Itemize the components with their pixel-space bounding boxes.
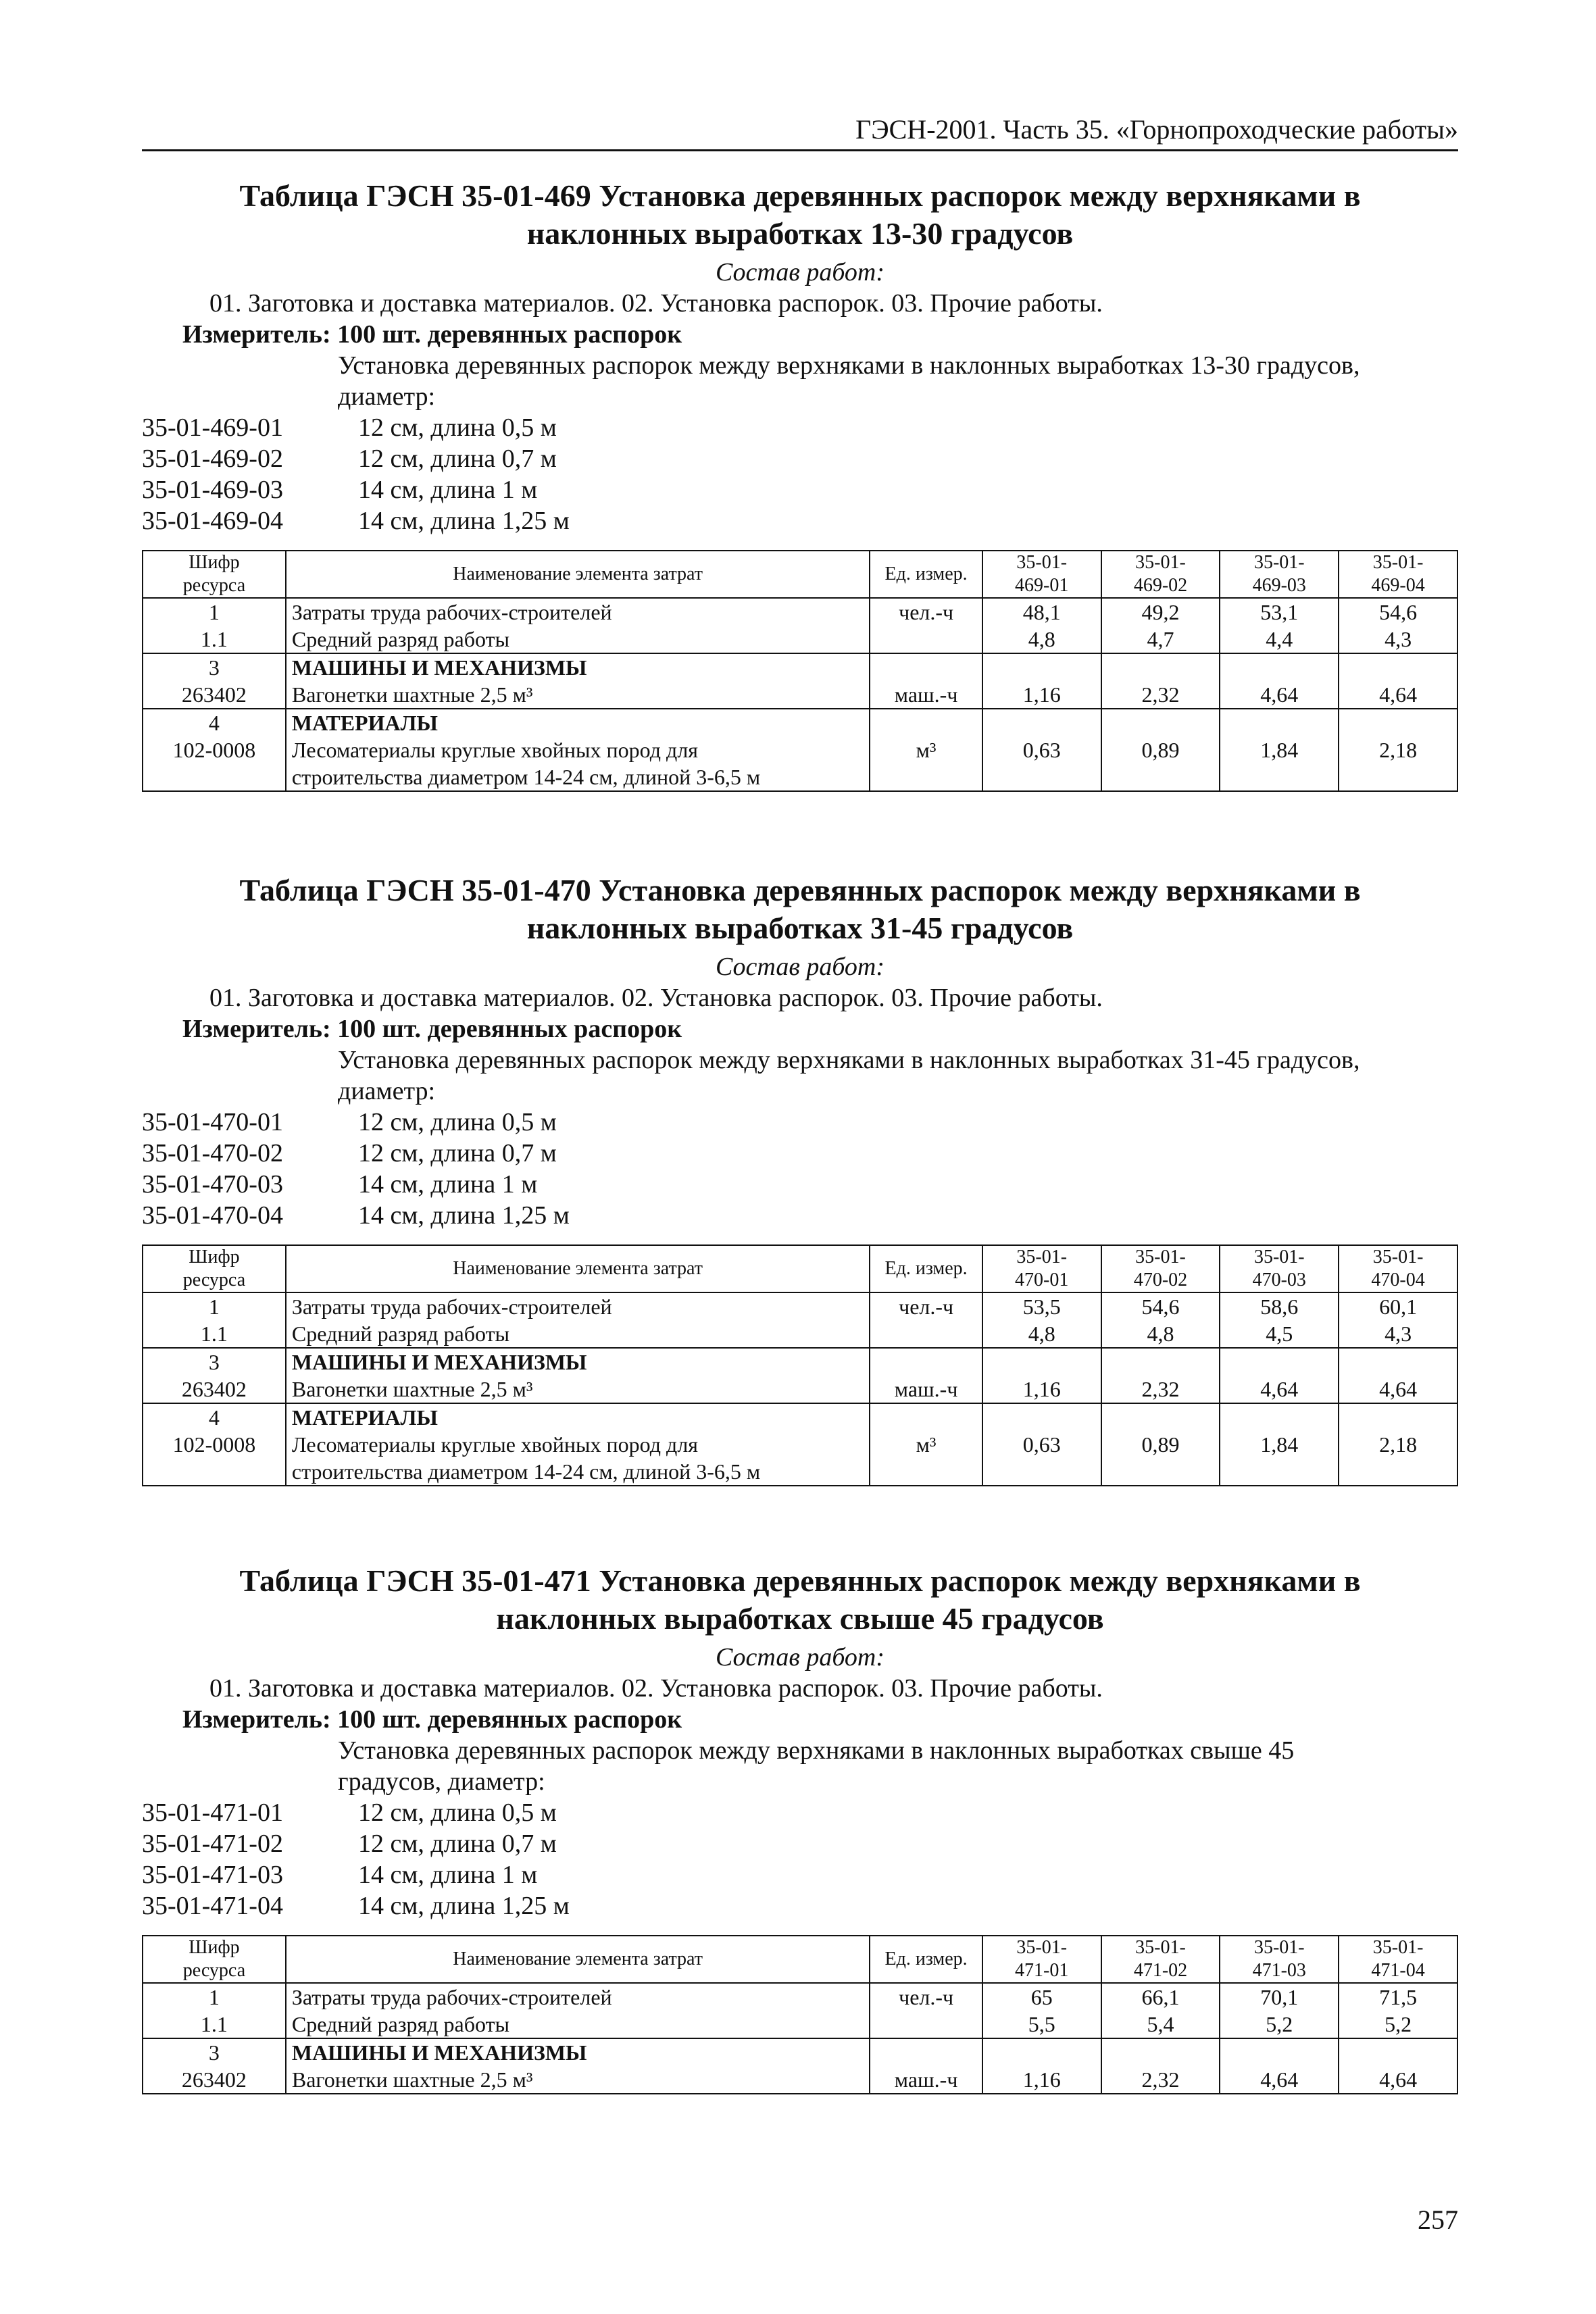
row-name: Затраты труда рабочих-строителей <box>291 1294 612 1319</box>
row-code: 1.1 <box>200 627 228 651</box>
cell-value: 65 <box>1030 1985 1053 2009</box>
code-list-item <box>142 1138 1458 1169</box>
norm-code: 35-01-471-04 <box>142 1892 283 1920</box>
table-row-machines <box>143 653 1457 709</box>
norm-code: 35-01-471-02 <box>142 1830 283 1858</box>
header-name: Наименование элемента затрат <box>286 1936 870 1983</box>
table-header-row <box>143 1245 1457 1292</box>
code-list <box>142 1107 1458 1231</box>
cell-value: 4,3 <box>1385 627 1412 651</box>
cell-value: 1,84 <box>1220 709 1339 791</box>
header-norm-col: 35-01- 470-03 <box>1220 1245 1339 1292</box>
header-norm-col: 35-01- 469-03 <box>1220 551 1339 598</box>
norm-description: 12 см, длина 0,5 м <box>358 1108 557 1136</box>
table-header-row <box>143 551 1457 598</box>
norm-description: 14 см, длина 1 м <box>358 1861 538 1889</box>
cell-value: 53,1 <box>1260 600 1299 624</box>
header-norm-col: 35-01- 471-03 <box>1220 1936 1339 1983</box>
table-row-materials <box>143 709 1457 791</box>
header-code: Шифр ресурса <box>143 1245 286 1292</box>
row-name: Затраты труда рабочих-строителей <box>291 1985 612 2009</box>
code-list-item <box>142 1859 1458 1890</box>
norm-code: 35-01-471-01 <box>142 1799 283 1827</box>
cell-value: 4,4 <box>1266 627 1293 651</box>
cell-value: 4,64 <box>1339 1348 1457 1403</box>
header-unit: Ед. измер. <box>870 1936 982 1983</box>
work-composition-heading: Состав работ: <box>715 1643 885 1671</box>
group-heading: МАШИНЫ И МЕХАНИЗМЫ <box>291 1350 587 1374</box>
code-list-item <box>142 474 1458 505</box>
code-list-item <box>142 1107 1458 1138</box>
table-title <box>142 872 1458 947</box>
cell-value: 0,89 <box>1101 709 1220 791</box>
group-heading: МАТЕРИАЛЫ <box>291 711 438 735</box>
row-unit: чел.-ч <box>870 1983 982 2038</box>
norm-code: 35-01-470-04 <box>142 1201 283 1230</box>
intro-line2: диаметр: <box>338 1077 436 1105</box>
row-unit: маш.-ч <box>870 1348 982 1403</box>
cell-value: 0,63 <box>982 1403 1101 1486</box>
table-title-line1: Таблица ГЭСН 35-01-469 Установка деревянных распорок между верхняками в <box>239 178 1361 213</box>
cell-value: 58,6 <box>1260 1294 1299 1319</box>
row-code: 263402 <box>181 2067 247 2092</box>
table-row-labor <box>143 1983 1457 2038</box>
cell-value: 1,16 <box>982 1348 1101 1403</box>
header-norm-col: 35-01- 469-01 <box>982 551 1101 598</box>
code-list-item <box>142 1828 1458 1859</box>
intro-line2: диаметр: <box>338 382 436 411</box>
norm-description: 14 см, длина 1,25 м <box>358 1201 570 1230</box>
section-471 <box>142 1562 1458 2094</box>
norm-description: 14 см, длина 1,25 м <box>358 507 570 535</box>
code-list <box>142 1797 1458 1921</box>
norm-code: 35-01-469-01 <box>142 413 283 442</box>
measure-unit: Измеритель: 100 шт. деревянных распорок <box>182 320 682 349</box>
table-title-line1: Таблица ГЭСН 35-01-470 Установка деревянных распорок между верхняками в <box>239 873 1361 907</box>
row-code: 263402 <box>181 1377 247 1401</box>
header-name: Наименование элемента затрат <box>286 1245 870 1292</box>
code-list-item <box>142 443 1458 474</box>
header-code: Шифр ресурса <box>143 1936 286 1983</box>
intro-line1: Установка деревянных распорок между верхняками в наклонных выработках свыше 45 <box>338 1736 1295 1765</box>
header-norm-col: 35-01- 471-01 <box>982 1936 1101 1983</box>
table-row-materials <box>143 1403 1457 1486</box>
cell-value: 4,8 <box>1028 627 1055 651</box>
table-title <box>142 177 1458 253</box>
row-name: Вагонетки шахтные 2,5 м³ <box>291 682 533 707</box>
norm-code: 35-01-471-03 <box>142 1861 283 1889</box>
section-469 <box>142 177 1458 792</box>
header-norm-col: 35-01- 470-04 <box>1339 1245 1457 1292</box>
code-list-item <box>142 1797 1458 1828</box>
header-norm-col: 35-01- 471-02 <box>1101 1936 1220 1983</box>
header-unit: Ед. измер. <box>870 551 982 598</box>
header-name: Наименование элемента затрат <box>286 551 870 598</box>
cell-value: 4,64 <box>1220 2038 1339 2094</box>
work-composition-heading: Состав работ: <box>715 953 885 981</box>
table-title-line1: Таблица ГЭСН 35-01-471 Установка деревянных распорок между верхняками в <box>239 1563 1361 1598</box>
cell-value: 1,84 <box>1220 1403 1339 1486</box>
norm-code: 35-01-470-03 <box>142 1170 283 1199</box>
cell-value: 66,1 <box>1141 1985 1180 2009</box>
norm-code: 35-01-470-01 <box>142 1108 283 1136</box>
row-code: 3 <box>208 2040 220 2065</box>
table-title-line2: наклонных выработках свыше 45 градусов <box>496 1601 1104 1636</box>
cell-value: 49,2 <box>1141 600 1180 624</box>
code-list-item <box>142 1169 1458 1200</box>
code-list-item <box>142 1200 1458 1231</box>
intro-line2: градусов, диаметр: <box>338 1767 545 1796</box>
row-unit: м³ <box>870 1403 982 1486</box>
row-name: Лесоматериалы круглые хвойных пород для <box>291 1432 698 1457</box>
row-code: 1 <box>208 1294 220 1319</box>
resource-table <box>142 550 1458 792</box>
cell-value: 5,5 <box>1028 2012 1055 2036</box>
cell-value: 5,4 <box>1147 2012 1174 2036</box>
cell-value: 4,64 <box>1220 653 1339 709</box>
header-norm-col: 35-01- 471-04 <box>1339 1936 1457 1983</box>
table-header-row <box>143 1936 1457 1983</box>
row-name: Вагонетки шахтные 2,5 м³ <box>291 1377 533 1401</box>
norm-code: 35-01-469-04 <box>142 507 283 535</box>
norm-description: 12 см, длина 0,7 м <box>358 1830 557 1858</box>
row-code: 1 <box>208 600 220 624</box>
cell-value: 54,6 <box>1379 600 1418 624</box>
running-header: ГЭСН-2001. Часть 35. «Горнопроходческие работы» <box>142 114 1458 151</box>
table-row-machines <box>143 1348 1457 1403</box>
row-name: Средний разряд работы <box>291 1322 510 1346</box>
row-name: Затраты труда рабочих-строителей <box>291 600 612 624</box>
row-code: 1.1 <box>200 2012 228 2036</box>
cell-value: 4,5 <box>1266 1322 1293 1346</box>
row-code: 102-0008 <box>172 738 256 762</box>
row-name: строительства диаметром 14-24 см, длиной 3-6,5 м <box>291 765 761 789</box>
page-number: 257 <box>1418 2205 1458 2235</box>
row-code: 3 <box>208 1350 220 1374</box>
row-unit: м³ <box>870 709 982 791</box>
header-norm-col: 35-01- 469-02 <box>1101 551 1220 598</box>
intro-line1: Установка деревянных распорок между верхняками в наклонных выработках 31-45 градусов, <box>338 1046 1360 1074</box>
norm-code: 35-01-469-02 <box>142 445 283 473</box>
row-code: 1 <box>208 1985 220 2009</box>
cell-value: 4,64 <box>1339 2038 1457 2094</box>
work-composition-heading: Состав работ: <box>715 258 885 286</box>
norm-description: 14 см, длина 1,25 м <box>358 1892 570 1920</box>
cell-value: 4,64 <box>1220 1348 1339 1403</box>
table-title <box>142 1562 1458 1638</box>
header-norm-col: 35-01- 470-01 <box>982 1245 1101 1292</box>
code-list <box>142 412 1458 536</box>
row-name: Средний разряд работы <box>291 627 510 651</box>
header-norm-col: 35-01- 470-02 <box>1101 1245 1220 1292</box>
cell-value: 1,16 <box>982 653 1101 709</box>
norm-description: 14 см, длина 1 м <box>358 1170 538 1199</box>
cell-value: 60,1 <box>1379 1294 1418 1319</box>
norm-description: 12 см, длина 0,7 м <box>358 1139 557 1167</box>
resource-table <box>142 1935 1458 2094</box>
cell-value: 54,6 <box>1141 1294 1180 1319</box>
row-code: 1.1 <box>200 1322 228 1346</box>
cell-value: 4,7 <box>1147 627 1174 651</box>
group-heading: МАШИНЫ И МЕХАНИЗМЫ <box>291 2040 587 2065</box>
code-list-item <box>142 412 1458 443</box>
row-name: Лесоматериалы круглые хвойных пород для <box>291 738 698 762</box>
cell-value: 71,5 <box>1379 1985 1418 2009</box>
code-list-item <box>142 505 1458 536</box>
row-code: 4 <box>208 1405 220 1430</box>
cell-value: 5,2 <box>1385 2012 1412 2036</box>
row-name: Вагонетки шахтные 2,5 м³ <box>291 2067 533 2092</box>
cell-value: 2,18 <box>1339 1403 1457 1486</box>
cell-value: 4,3 <box>1385 1322 1412 1346</box>
row-code: 4 <box>208 711 220 735</box>
norm-description: 14 см, длина 1 м <box>358 476 538 504</box>
norm-description: 12 см, длина 0,7 м <box>358 445 557 473</box>
work-composition-items: 01. Заготовка и доставка материалов. 02. Установка распорок. 03. Прочие работы. <box>209 984 1103 1012</box>
norm-description: 12 см, длина 0,5 м <box>358 413 557 442</box>
header-unit: Ед. измер. <box>870 1245 982 1292</box>
row-unit: чел.-ч <box>870 1292 982 1348</box>
cell-value: 4,64 <box>1339 653 1457 709</box>
section-470 <box>142 872 1458 1486</box>
table-row-machines <box>143 2038 1457 2094</box>
cell-value: 53,5 <box>1022 1294 1061 1319</box>
group-heading: МАТЕРИАЛЫ <box>291 1405 438 1430</box>
header-code: Шифр ресурса <box>143 551 286 598</box>
group-heading: МАШИНЫ И МЕХАНИЗМЫ <box>291 655 587 680</box>
cell-value: 70,1 <box>1260 1985 1299 2009</box>
norm-description: 12 см, длина 0,5 м <box>358 1799 557 1827</box>
intro-line1: Установка деревянных распорок между верхняками в наклонных выработках 13-30 градусов, <box>338 351 1360 380</box>
row-unit: чел.-ч <box>870 598 982 653</box>
work-composition-items: 01. Заготовка и доставка материалов. 02. Установка распорок. 03. Прочие работы. <box>209 1674 1103 1703</box>
cell-value: 4,8 <box>1028 1322 1055 1346</box>
table-row-labor <box>143 1292 1457 1348</box>
table-title-line2: наклонных выработках 31-45 градусов <box>526 911 1074 945</box>
cell-value: 2,32 <box>1101 2038 1220 2094</box>
cell-value: 4,8 <box>1147 1322 1174 1346</box>
cell-value: 0,63 <box>982 709 1101 791</box>
norm-code: 35-01-469-03 <box>142 476 283 504</box>
table-row-labor <box>143 598 1457 653</box>
cell-value: 48,1 <box>1022 600 1061 624</box>
cell-value: 2,32 <box>1101 1348 1220 1403</box>
row-name: Средний разряд работы <box>291 2012 510 2036</box>
cell-value: 0,89 <box>1101 1403 1220 1486</box>
row-unit: маш.-ч <box>870 653 982 709</box>
row-code: 3 <box>208 655 220 680</box>
cell-value: 2,32 <box>1101 653 1220 709</box>
row-unit: маш.-ч <box>870 2038 982 2094</box>
row-code: 263402 <box>181 682 247 707</box>
measure-unit: Измеритель: 100 шт. деревянных распорок <box>182 1015 682 1043</box>
code-list-item <box>142 1890 1458 1921</box>
norm-code: 35-01-470-02 <box>142 1139 283 1167</box>
cell-value: 5,2 <box>1266 2012 1293 2036</box>
cell-value: 2,18 <box>1339 709 1457 791</box>
work-composition-items: 01. Заготовка и доставка материалов. 02. Установка распорок. 03. Прочие работы. <box>209 289 1103 318</box>
cell-value: 1,16 <box>982 2038 1101 2094</box>
row-code: 102-0008 <box>172 1432 256 1457</box>
resource-table <box>142 1244 1458 1486</box>
row-name: строительства диаметром 14-24 см, длиной 3-6,5 м <box>291 1459 761 1484</box>
measure-unit: Измеритель: 100 шт. деревянных распорок <box>182 1705 682 1734</box>
header-norm-col: 35-01- 469-04 <box>1339 551 1457 598</box>
table-title-line2: наклонных выработках 13-30 градусов <box>526 216 1074 251</box>
